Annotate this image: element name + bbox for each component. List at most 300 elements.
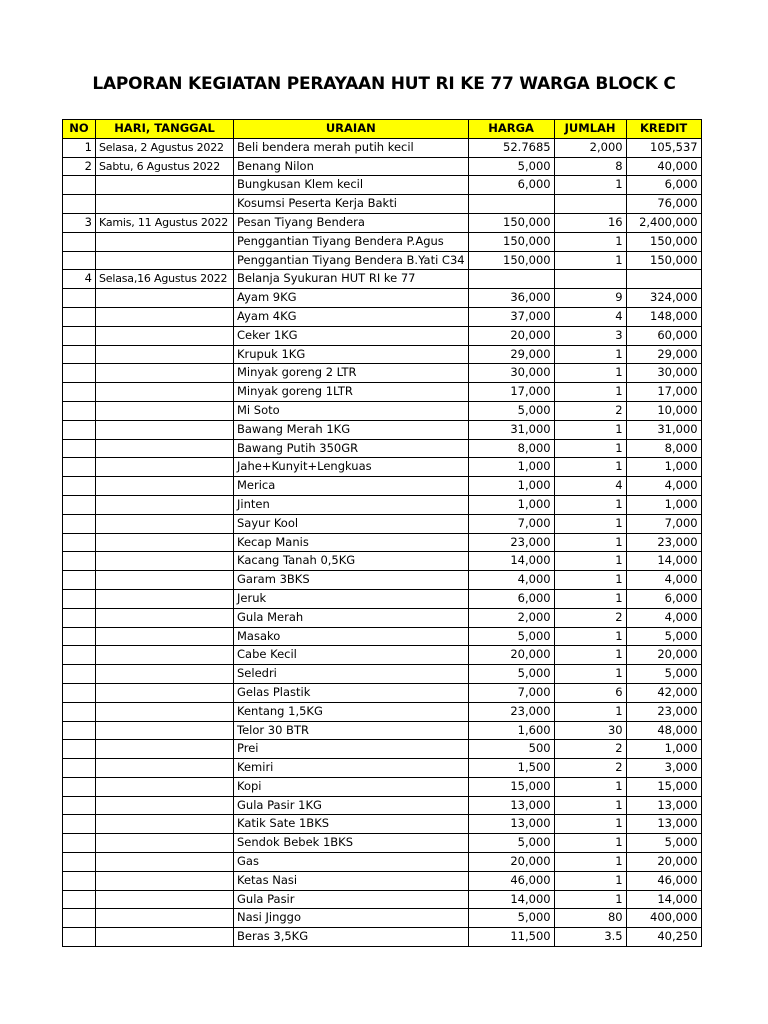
table-row	[63, 815, 702, 834]
cell-credit: 48,000	[626, 721, 701, 740]
cell-description: Sendok Bebek 1BKS	[234, 834, 469, 853]
header-quantity: JUMLAH	[554, 120, 626, 139]
cell-credit: 23,000	[626, 533, 701, 552]
cell-credit: 324,000	[626, 289, 701, 308]
cell-date	[96, 871, 234, 890]
table-row	[63, 326, 702, 345]
table-row	[63, 589, 702, 608]
cell-credit: 1,000	[626, 740, 701, 759]
cell-date	[96, 533, 234, 552]
table-row	[63, 702, 702, 721]
cell-credit: 105,537	[626, 138, 701, 157]
cell-date	[96, 665, 234, 684]
cell-date	[96, 477, 234, 496]
table-row	[63, 571, 702, 590]
cell-no	[63, 364, 96, 383]
cell-credit: 76,000	[626, 195, 701, 214]
cell-price: 20,000	[468, 853, 554, 872]
cell-price: 17,000	[468, 383, 554, 402]
cell-description: Cabe Kecil	[234, 646, 469, 665]
cell-description: Kopi	[234, 777, 469, 796]
table-row	[63, 307, 702, 326]
cell-date	[96, 552, 234, 571]
table-row	[63, 853, 702, 872]
cell-date: Kamis, 11 Agustus 2022	[96, 213, 234, 232]
cell-description: Kosumsi Peserta Kerja Bakti	[234, 195, 469, 214]
cell-description: Ceker 1KG	[234, 326, 469, 345]
table-row	[63, 383, 702, 402]
cell-quantity: 16	[554, 213, 626, 232]
cell-quantity: 1	[554, 702, 626, 721]
table-row	[63, 420, 702, 439]
cell-quantity: 1	[554, 571, 626, 590]
cell-no	[63, 195, 96, 214]
cell-description: Sayur Kool	[234, 514, 469, 533]
cell-date	[96, 759, 234, 778]
cell-date	[96, 176, 234, 195]
table-row	[63, 157, 702, 176]
cell-date	[96, 401, 234, 420]
cell-quantity: 1	[554, 251, 626, 270]
cell-quantity: 2	[554, 608, 626, 627]
cell-credit: 31,000	[626, 420, 701, 439]
cell-credit: 4,000	[626, 608, 701, 627]
cell-price: 5,000	[468, 157, 554, 176]
cell-no: 4	[63, 270, 96, 289]
cell-price: 13,000	[468, 815, 554, 834]
cell-price: 23,000	[468, 533, 554, 552]
cell-no	[63, 439, 96, 458]
cell-quantity: 80	[554, 909, 626, 928]
cell-credit: 13,000	[626, 815, 701, 834]
cell-quantity: 1	[554, 439, 626, 458]
cell-description: Krupuk 1KG	[234, 345, 469, 364]
cell-quantity: 1	[554, 383, 626, 402]
cell-no: 1	[63, 138, 96, 157]
cell-no	[63, 853, 96, 872]
cell-credit	[626, 270, 701, 289]
cell-date	[96, 326, 234, 345]
cell-description: Kecap Manis	[234, 533, 469, 552]
cell-quantity: 2	[554, 401, 626, 420]
cell-credit: 40,250	[626, 928, 701, 947]
cell-price: 23,000	[468, 702, 554, 721]
table-header-row	[63, 120, 702, 139]
cell-description: Ketas Nasi	[234, 871, 469, 890]
cell-date	[96, 853, 234, 872]
cell-credit: 2,400,000	[626, 213, 701, 232]
cell-quantity: 4	[554, 477, 626, 496]
cell-description: Telor 30 BTR	[234, 721, 469, 740]
table-row	[63, 646, 702, 665]
cell-price: 14,000	[468, 552, 554, 571]
cell-description: Masako	[234, 627, 469, 646]
cell-description: Ayam 9KG	[234, 289, 469, 308]
cell-credit: 4,000	[626, 571, 701, 590]
table-row	[63, 796, 702, 815]
cell-description: Mi Soto	[234, 401, 469, 420]
cell-date	[96, 815, 234, 834]
cell-date	[96, 890, 234, 909]
cell-credit: 5,000	[626, 834, 701, 853]
table-row	[63, 627, 702, 646]
cell-date	[96, 420, 234, 439]
cell-no	[63, 646, 96, 665]
cell-price: 13,000	[468, 796, 554, 815]
cell-date	[96, 589, 234, 608]
cell-date	[96, 195, 234, 214]
cell-credit: 14,000	[626, 552, 701, 571]
report-table	[62, 119, 702, 947]
cell-date	[96, 796, 234, 815]
cell-no	[63, 401, 96, 420]
table-row	[63, 533, 702, 552]
cell-description: Nasi Jinggo	[234, 909, 469, 928]
cell-price: 37,000	[468, 307, 554, 326]
cell-no	[63, 420, 96, 439]
cell-price: 5,000	[468, 627, 554, 646]
table-row	[63, 665, 702, 684]
cell-no	[63, 796, 96, 815]
cell-no	[63, 383, 96, 402]
cell-price: 1,500	[468, 759, 554, 778]
cell-credit: 60,000	[626, 326, 701, 345]
cell-description: Kemiri	[234, 759, 469, 778]
cell-no	[63, 777, 96, 796]
page-title: LAPORAN KEGIATAN PERAYAAN HUT RI KE 77 WARGA BLOCK C	[92, 74, 676, 94]
cell-description: Penggantian Tiyang Bendera B.Yati C34	[234, 251, 469, 270]
cell-no	[63, 477, 96, 496]
cell-credit: 14,000	[626, 890, 701, 909]
cell-credit: 5,000	[626, 665, 701, 684]
cell-no	[63, 665, 96, 684]
cell-quantity: 1	[554, 853, 626, 872]
cell-quantity: 1	[554, 796, 626, 815]
cell-no	[63, 589, 96, 608]
cell-description: Bawang Merah 1KG	[234, 420, 469, 439]
cell-price: 5,000	[468, 834, 554, 853]
cell-quantity: 1	[554, 514, 626, 533]
table-row	[63, 270, 702, 289]
cell-no	[63, 326, 96, 345]
cell-quantity: 2	[554, 740, 626, 759]
cell-quantity: 1	[554, 176, 626, 195]
cell-description: Ayam 4KG	[234, 307, 469, 326]
cell-price: 500	[468, 740, 554, 759]
cell-price: 29,000	[468, 345, 554, 364]
cell-date	[96, 721, 234, 740]
header-credit: KREDIT	[626, 120, 701, 139]
cell-credit: 5,000	[626, 627, 701, 646]
cell-no	[63, 571, 96, 590]
cell-price: 1,000	[468, 458, 554, 477]
cell-no	[63, 683, 96, 702]
table-row	[63, 213, 702, 232]
cell-quantity: 1	[554, 665, 626, 684]
cell-quantity: 1	[554, 552, 626, 571]
cell-description: Jeruk	[234, 589, 469, 608]
cell-description: Garam 3BKS	[234, 571, 469, 590]
cell-quantity: 1	[554, 458, 626, 477]
cell-date: Sabtu, 6 Agustus 2022	[96, 157, 234, 176]
cell-credit: 6,000	[626, 589, 701, 608]
cell-quantity: 1	[554, 627, 626, 646]
cell-date	[96, 307, 234, 326]
cell-date	[96, 232, 234, 251]
cell-no	[63, 552, 96, 571]
table-row	[63, 514, 702, 533]
cell-date	[96, 683, 234, 702]
cell-credit: 1,000	[626, 495, 701, 514]
cell-price: 6,000	[468, 589, 554, 608]
cell-price: 2,000	[468, 608, 554, 627]
cell-price: 5,000	[468, 401, 554, 420]
header-no: NO	[63, 120, 96, 139]
cell-credit: 30,000	[626, 364, 701, 383]
cell-price: 150,000	[468, 232, 554, 251]
cell-price: 5,000	[468, 665, 554, 684]
table-row	[63, 777, 702, 796]
table-row	[63, 740, 702, 759]
cell-date	[96, 627, 234, 646]
table-row	[63, 458, 702, 477]
table-row	[63, 928, 702, 947]
cell-quantity: 2,000	[554, 138, 626, 157]
cell-credit: 17,000	[626, 383, 701, 402]
table-row	[63, 759, 702, 778]
cell-price: 52.7685	[468, 138, 554, 157]
cell-date	[96, 928, 234, 947]
cell-price: 150,000	[468, 213, 554, 232]
cell-no	[63, 834, 96, 853]
cell-quantity: 2	[554, 759, 626, 778]
cell-credit: 29,000	[626, 345, 701, 364]
cell-description: Gelas Plastik	[234, 683, 469, 702]
cell-date	[96, 495, 234, 514]
cell-price: 1,600	[468, 721, 554, 740]
cell-credit: 8,000	[626, 439, 701, 458]
cell-description: Belanja Syukuran HUT RI ke 77	[234, 270, 469, 289]
cell-quantity: 3.5	[554, 928, 626, 947]
cell-price: 6,000	[468, 176, 554, 195]
table-row	[63, 364, 702, 383]
table-row	[63, 871, 702, 890]
cell-description: Bawang Putih 350GR	[234, 439, 469, 458]
cell-date	[96, 383, 234, 402]
cell-credit: 20,000	[626, 646, 701, 665]
cell-credit: 20,000	[626, 853, 701, 872]
cell-quantity: 1	[554, 646, 626, 665]
cell-price: 20,000	[468, 646, 554, 665]
cell-price: 7,000	[468, 683, 554, 702]
cell-quantity: 1	[554, 871, 626, 890]
cell-date	[96, 702, 234, 721]
table-row	[63, 289, 702, 308]
cell-quantity: 1	[554, 834, 626, 853]
cell-no	[63, 608, 96, 627]
cell-quantity: 4	[554, 307, 626, 326]
cell-credit: 10,000	[626, 401, 701, 420]
cell-description: Gas	[234, 853, 469, 872]
cell-quantity: 6	[554, 683, 626, 702]
cell-no	[63, 890, 96, 909]
table-row	[63, 909, 702, 928]
cell-price: 5,000	[468, 909, 554, 928]
cell-date	[96, 740, 234, 759]
header-description: URAIAN	[234, 120, 469, 139]
cell-credit: 148,000	[626, 307, 701, 326]
table-row	[63, 401, 702, 420]
cell-price: 8,000	[468, 439, 554, 458]
cell-description: Penggantian Tiyang Bendera P.Agus	[234, 232, 469, 251]
cell-description: Beli bendera merah putih kecil	[234, 138, 469, 157]
cell-date: Selasa,16 Agustus 2022	[96, 270, 234, 289]
cell-no	[63, 740, 96, 759]
cell-description: Seledri	[234, 665, 469, 684]
cell-no	[63, 909, 96, 928]
cell-description: Jinten	[234, 495, 469, 514]
cell-description: Katik Sate 1BKS	[234, 815, 469, 834]
cell-credit: 4,000	[626, 477, 701, 496]
cell-date	[96, 251, 234, 270]
cell-date	[96, 834, 234, 853]
table-row	[63, 608, 702, 627]
header-price: HARGA	[468, 120, 554, 139]
cell-description: Minyak goreng 1LTR	[234, 383, 469, 402]
cell-description: Merica	[234, 477, 469, 496]
cell-price: 150,000	[468, 251, 554, 270]
cell-quantity	[554, 270, 626, 289]
cell-date	[96, 439, 234, 458]
cell-no	[63, 514, 96, 533]
cell-price: 7,000	[468, 514, 554, 533]
cell-no	[63, 458, 96, 477]
cell-credit: 15,000	[626, 777, 701, 796]
cell-no: 2	[63, 157, 96, 176]
cell-price	[468, 270, 554, 289]
table-row	[63, 683, 702, 702]
cell-quantity: 1	[554, 420, 626, 439]
cell-credit: 6,000	[626, 176, 701, 195]
cell-date	[96, 571, 234, 590]
table-row	[63, 721, 702, 740]
cell-price: 4,000	[468, 571, 554, 590]
cell-description: Kacang Tanah 0,5KG	[234, 552, 469, 571]
cell-description: Gula Pasir	[234, 890, 469, 909]
cell-description: Gula Merah	[234, 608, 469, 627]
cell-quantity: 3	[554, 326, 626, 345]
table-row	[63, 552, 702, 571]
cell-quantity: 1	[554, 815, 626, 834]
cell-price	[468, 195, 554, 214]
cell-price: 15,000	[468, 777, 554, 796]
cell-no	[63, 871, 96, 890]
table-row	[63, 232, 702, 251]
cell-price: 20,000	[468, 326, 554, 345]
cell-date	[96, 345, 234, 364]
cell-quantity: 1	[554, 533, 626, 552]
cell-quantity: 8	[554, 157, 626, 176]
cell-quantity: 1	[554, 495, 626, 514]
table-row	[63, 477, 702, 496]
cell-price: 31,000	[468, 420, 554, 439]
cell-price: 46,000	[468, 871, 554, 890]
cell-no	[63, 815, 96, 834]
cell-quantity: 30	[554, 721, 626, 740]
cell-credit: 40,000	[626, 157, 701, 176]
cell-date	[96, 608, 234, 627]
cell-credit: 1,000	[626, 458, 701, 477]
cell-date	[96, 458, 234, 477]
cell-credit: 150,000	[626, 232, 701, 251]
cell-no: 3	[63, 213, 96, 232]
cell-quantity: 1	[554, 364, 626, 383]
cell-description: Benang Nilon	[234, 157, 469, 176]
table-row	[63, 834, 702, 853]
cell-price: 11,500	[468, 928, 554, 947]
cell-quantity	[554, 195, 626, 214]
cell-credit: 7,000	[626, 514, 701, 533]
cell-date: Selasa, 2 Agustus 2022	[96, 138, 234, 157]
table-row	[63, 138, 702, 157]
cell-no	[63, 176, 96, 195]
cell-no	[63, 495, 96, 514]
cell-no	[63, 251, 96, 270]
table-row	[63, 439, 702, 458]
cell-credit: 150,000	[626, 251, 701, 270]
cell-quantity: 9	[554, 289, 626, 308]
cell-date	[96, 777, 234, 796]
cell-date	[96, 514, 234, 533]
cell-no	[63, 307, 96, 326]
cell-no	[63, 759, 96, 778]
cell-description: Gula Pasir 1KG	[234, 796, 469, 815]
cell-description: Beras 3,5KG	[234, 928, 469, 947]
cell-quantity: 1	[554, 232, 626, 251]
cell-date	[96, 909, 234, 928]
cell-description: Pesan Tiyang Bendera	[234, 213, 469, 232]
cell-date	[96, 364, 234, 383]
cell-price: 1,000	[468, 495, 554, 514]
cell-description: Jahe+Kunyit+Lengkuas	[234, 458, 469, 477]
table-row	[63, 195, 702, 214]
cell-credit: 13,000	[626, 796, 701, 815]
cell-credit: 42,000	[626, 683, 701, 702]
table-row	[63, 345, 702, 364]
cell-date	[96, 289, 234, 308]
header-date: HARI, TANGGAL	[96, 120, 234, 139]
cell-date	[96, 646, 234, 665]
cell-price: 1,000	[468, 477, 554, 496]
cell-quantity: 1	[554, 589, 626, 608]
table-row	[63, 495, 702, 514]
table-row	[63, 890, 702, 909]
cell-description: Minyak goreng 2 LTR	[234, 364, 469, 383]
cell-no	[63, 289, 96, 308]
cell-no	[63, 232, 96, 251]
cell-price: 36,000	[468, 289, 554, 308]
cell-no	[63, 345, 96, 364]
cell-credit: 46,000	[626, 871, 701, 890]
cell-quantity: 1	[554, 777, 626, 796]
table-row	[63, 176, 702, 195]
cell-description: Bungkusan Klem kecil	[234, 176, 469, 195]
cell-credit: 400,000	[626, 909, 701, 928]
cell-no	[63, 928, 96, 947]
cell-description: Kentang 1,5KG	[234, 702, 469, 721]
cell-no	[63, 627, 96, 646]
cell-price: 30,000	[468, 364, 554, 383]
